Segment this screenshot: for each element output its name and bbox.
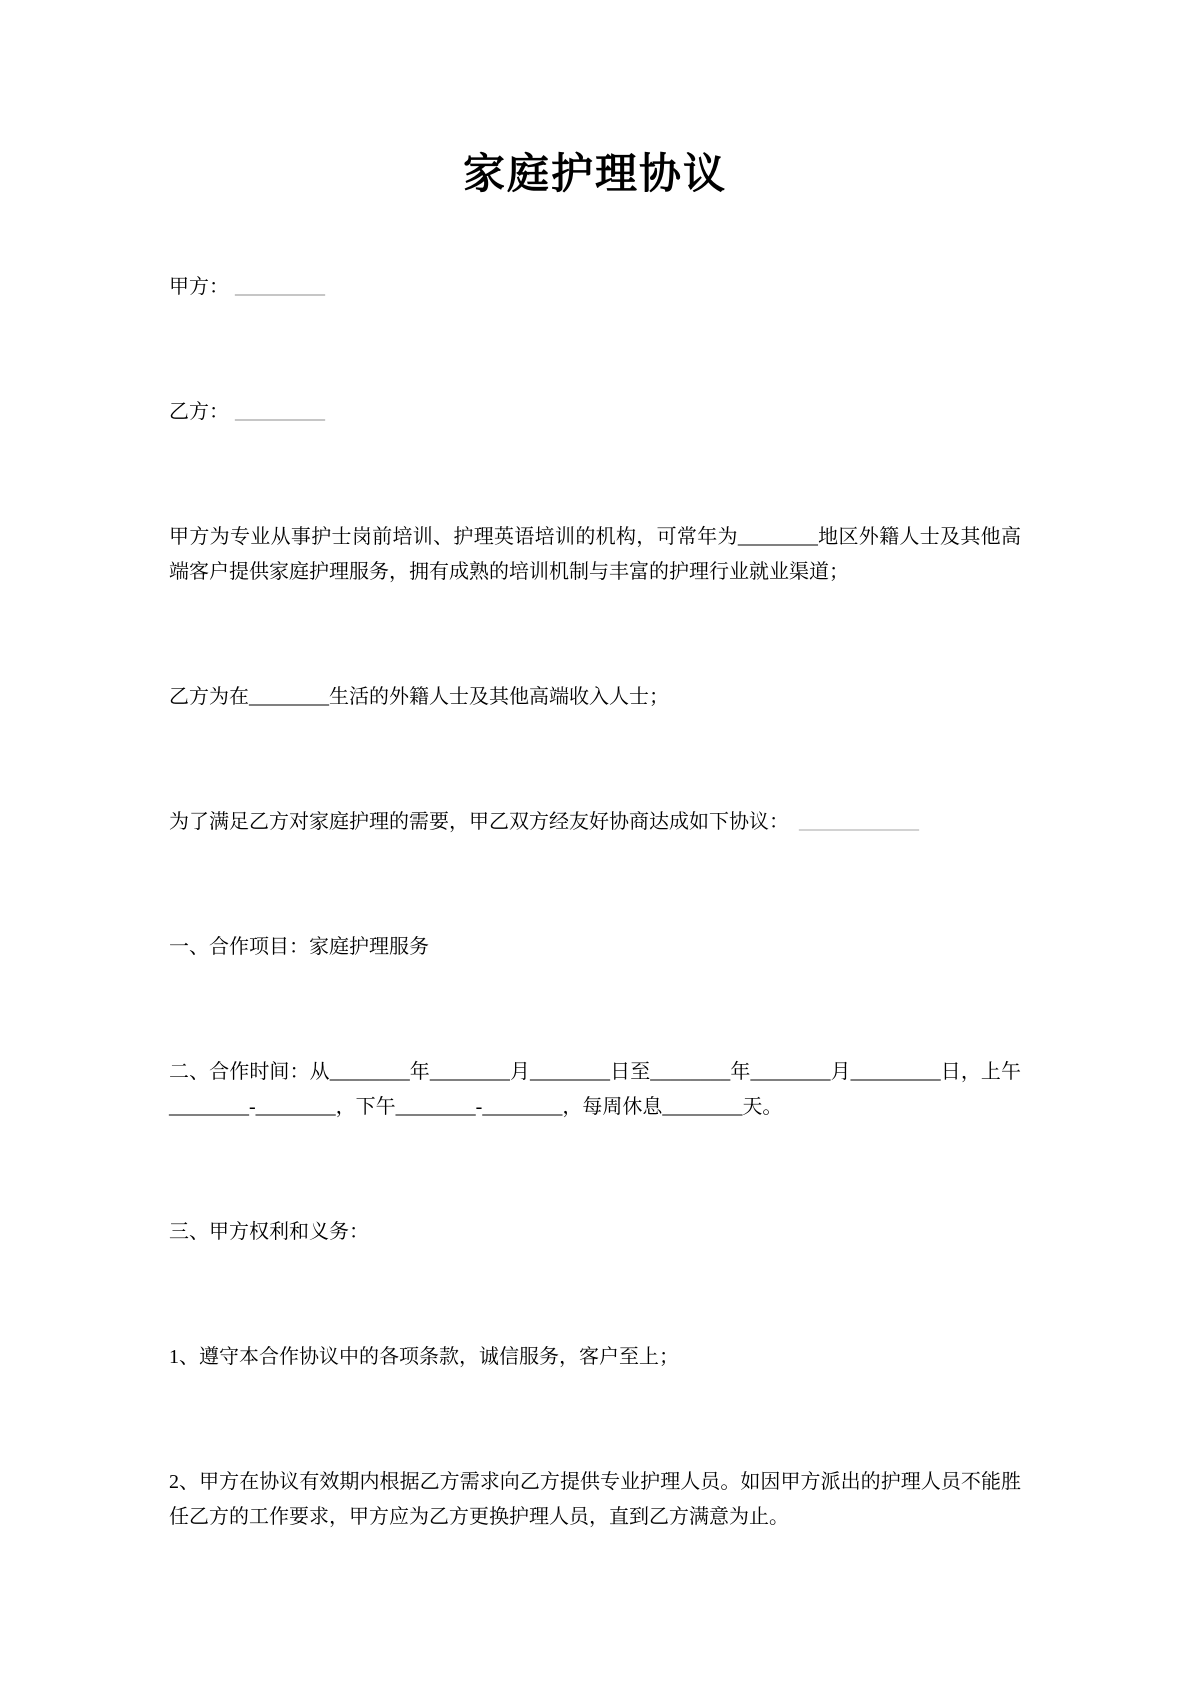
party-b-blank: _________: [235, 401, 325, 423]
section-1-cooperation-project: 一、合作项目：家庭护理服务: [169, 936, 429, 958]
section-3-party-a-rights: 三、甲方权利和义务：: [169, 1221, 369, 1243]
section-2-cooperation-time: 二、合作时间：从________年________月________日至________年________月_________日，上午________-________，下午________-________，每周休息________天。: [169, 1061, 1021, 1118]
party-a-description: 甲方为专业从事护士岗前培训、护理英语培训的机构，可常年为________地区外籍人士及其他高端客户提供家庭护理服务，拥有成熟的培训机制与丰富的护理行业就业渠道；: [169, 526, 1021, 583]
purpose-blank: ____________: [799, 811, 919, 833]
purpose-line: [169, 805, 1021, 840]
party-a-blank: _________: [235, 276, 325, 298]
clause-item-2: 2、甲方在协议有效期内根据乙方需求向乙方提供专业护理人员。如因甲方派出的护理人员不能胜任乙方的工作要求，甲方应为乙方更换护理人员，直到乙方满意为止。: [169, 1471, 1021, 1528]
clause-item-1: 1、遵守本合作协议中的各项条款，诚信服务，客户至上；: [169, 1346, 679, 1368]
party-b-description: 乙方为在________生活的外籍人士及其他高端收入人士；: [169, 686, 669, 708]
purpose-text: 为了满足乙方对家庭护理的需要，甲乙双方经友好协商达成如下协议：: [169, 811, 789, 833]
party-a-line: [169, 270, 1021, 305]
party-a-label: 甲方：: [169, 276, 229, 298]
party-b-line: [169, 395, 1021, 430]
party-b-label: 乙方：: [169, 401, 229, 423]
document-title: 家庭护理协议: [462, 152, 727, 198]
